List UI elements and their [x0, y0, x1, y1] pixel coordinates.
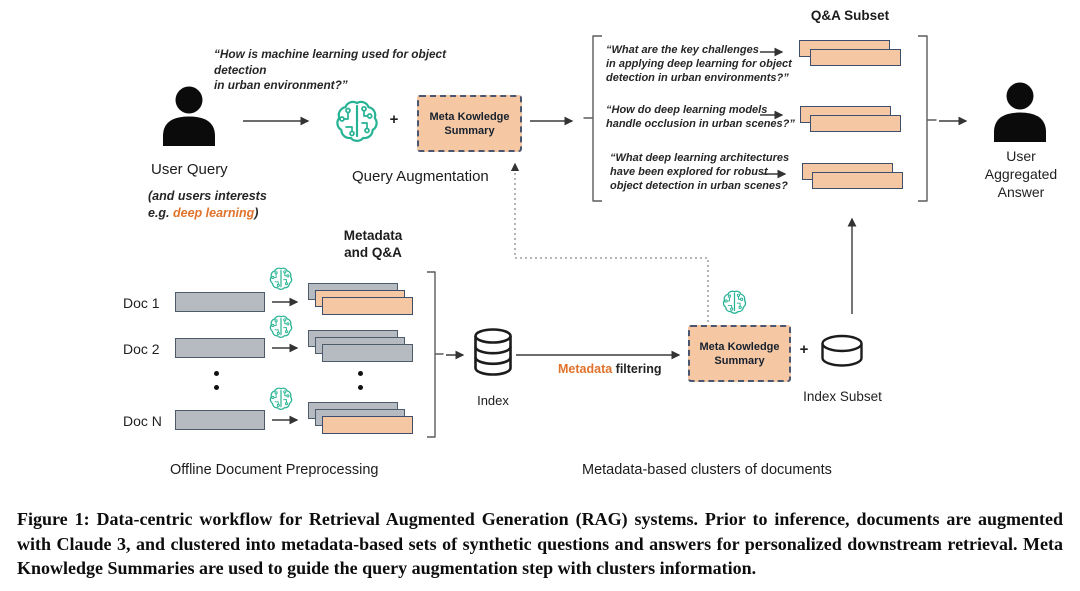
docn-label: Doc N: [123, 413, 162, 429]
doc2-augmented-stack: [308, 330, 418, 365]
doc2-brain-icon: [268, 313, 294, 339]
docs-ellipsis-dot: [214, 371, 219, 376]
qa-question-1: “What are the key challenges in applying deep learning for object detection in urban environments?”: [606, 44, 792, 84]
plus-sign: +: [389, 111, 399, 128]
index-database-icon: [473, 328, 513, 376]
qa-left-bracket: [584, 36, 602, 201]
aggregated-user-icon: [992, 82, 1048, 142]
cluster-plus-sign: +: [799, 341, 809, 358]
stacks-ellipsis-dot: [358, 371, 363, 376]
index-label: Index: [477, 393, 509, 408]
index-subset-label: Index Subset: [803, 389, 882, 404]
clusters-section-label: Metadata-based clusters of documents: [582, 462, 832, 478]
user-query-label: User Query: [151, 161, 228, 178]
qa-pair-stack-1: [799, 40, 909, 80]
metadata-qa-title: Metadata and Q&A: [343, 228, 403, 260]
meta-knowledge-summary-box: Meta Kowledge Summary: [417, 95, 522, 152]
doc2-rect: [175, 338, 265, 358]
doc1-brain-icon: [268, 265, 294, 291]
interests-highlight: deep learning: [173, 206, 255, 220]
cluster-meta-knowledge-summary-box: Meta Kowledge Summary: [688, 325, 791, 382]
offline-section-label: Offline Document Preprocessing: [170, 462, 379, 478]
index-subset-database-icon: [820, 334, 864, 368]
user-interests-note: (and users interests e.g. deep learning): [148, 189, 267, 220]
llm-brain-icon: [333, 94, 381, 146]
user-aggregated-answer-label: User Aggregated Answer: [984, 148, 1058, 200]
qa-pair-stack-2: [800, 106, 910, 146]
user-icon: [161, 86, 217, 146]
doc1-rect: [175, 292, 265, 312]
docn-augmented-stack: [308, 402, 418, 437]
docn-brain-icon: [268, 385, 294, 411]
qa-subset-title: Q&A Subset: [810, 8, 890, 23]
stacks-ellipsis-dot: [358, 385, 363, 390]
docs-ellipsis-dot: [214, 385, 219, 390]
qa-question-2: “How do deep learning models handle occlusion in urban scenes?”: [606, 104, 795, 130]
cluster-brain-icon: [721, 288, 748, 315]
user-query-text: “How is machine learning used for object detection in urban environment?”: [214, 47, 447, 92]
figure-caption: Figure 1: Data-centric workflow for Retrieval Augmented Generation (RAG) systems. Prior to inference, documents are augmented with Claude 3, and clustered into metadata-based sets of synthetic questions and answers for personalized downstream retrieval. Meta Knowledge Summaries are used to guide the query augmentation step with clusters information.: [17, 509, 1063, 578]
doc2-label: Doc 2: [123, 341, 160, 357]
docs-bracket: [427, 272, 443, 437]
docn-rect: [175, 410, 265, 430]
query-augmentation-label: Query Augmentation: [352, 168, 489, 185]
doc1-augmented-stack: [308, 283, 418, 318]
metadata-filtering-label: Metadata filtering: [558, 362, 662, 376]
qa-right-bracket: [918, 36, 936, 201]
qa-question-3: “What deep learning architectures have been explored for robust object detection in urban scenes?: [610, 152, 790, 192]
qa-pair-stack-3: [802, 163, 912, 203]
doc1-label: Doc 1: [123, 295, 160, 311]
